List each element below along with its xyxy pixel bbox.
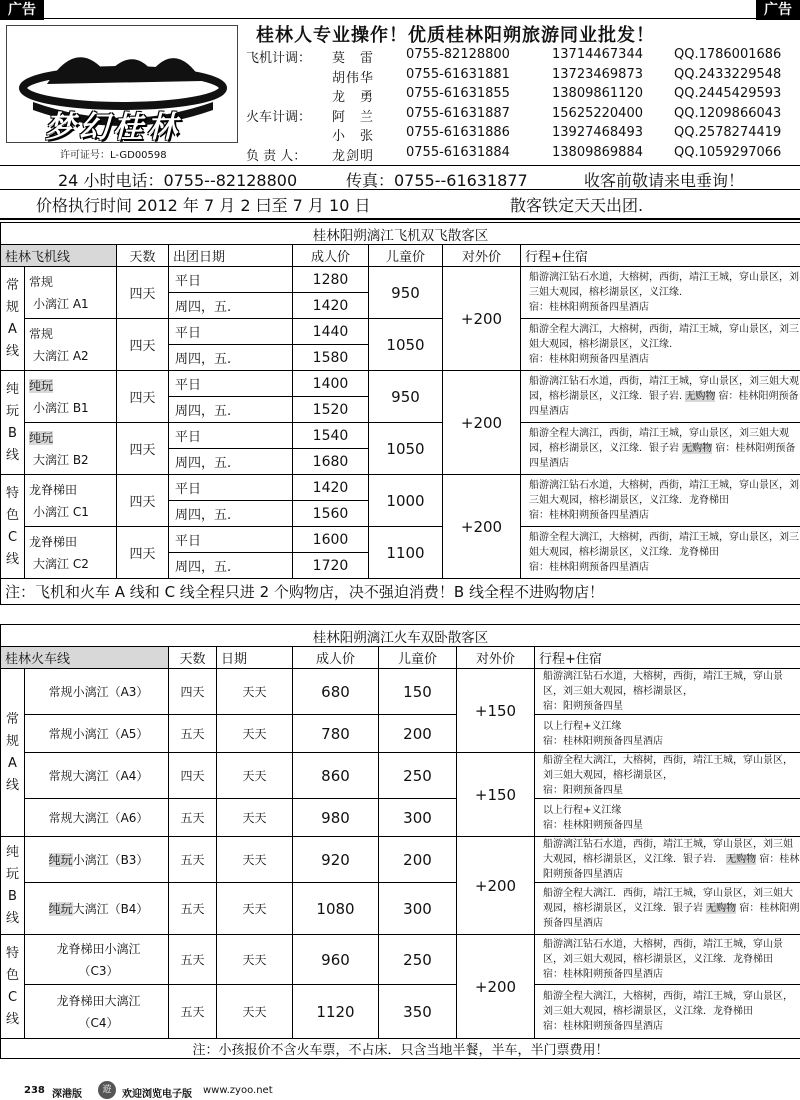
route-group-label: 常 规 A 线: [1, 669, 25, 837]
route-group-label: 常 规 A 线: [1, 267, 25, 371]
route-name: [25, 883, 169, 935]
table-row: [1, 423, 800, 449]
accommodation-text: 宿：桂林阳朔预备四星酒店: [543, 1021, 663, 1032]
child-price: 250: [379, 753, 457, 799]
accommodation-text: 宿：桂林阳朔预备四星酒店: [529, 443, 796, 469]
contact-name: 胡伟华: [332, 70, 375, 86]
table-row: [1, 475, 800, 501]
route-type-wrap: [29, 271, 116, 293]
itinerary-cell: [521, 527, 800, 579]
col-child: 儿童价: [369, 245, 443, 267]
adult-price-weekday: 1400: [293, 371, 369, 397]
child-price: 150: [379, 669, 457, 715]
adult-price-weekend: 1720: [293, 553, 369, 579]
route-days: 五天: [169, 883, 217, 935]
route-name: [25, 985, 169, 1039]
weekend-label: 周四，五.: [169, 345, 293, 371]
route-name: [25, 423, 117, 475]
route-code: （C4）: [78, 1015, 119, 1030]
accommodation-text: 宿：桂林阳朔预备四星酒店: [543, 903, 800, 929]
adult-price-weekend: 1680: [293, 449, 369, 475]
route-name: [25, 371, 117, 423]
route-date: 天天: [217, 935, 293, 985]
weekend-label: 周四，五.: [169, 449, 293, 475]
col-extra: 对外价: [443, 245, 521, 267]
col-days: 天数: [169, 647, 217, 669]
itinerary-text: 以上行程+义江缘: [543, 804, 622, 816]
col-itinerary: 行程+住宿: [521, 245, 800, 267]
route-title: 龙脊梯田小漓江: [56, 941, 141, 956]
route-name: [25, 837, 169, 883]
accommodation-text: 宿：桂林阳朔预备四星酒店: [529, 510, 649, 521]
route-title: 大漓江（B4）: [72, 901, 149, 916]
itinerary-text: 船游全程大漓江，西街，靖江王城，穿山景区，刘三姐大观园，榕杉湖景区，义江缘．银子岩: [529, 428, 789, 454]
contact-role: 飞机计调：: [246, 51, 312, 66]
route-date: 天天: [217, 715, 293, 753]
itinerary-text: 船游漓江钻石水道，大榕树，西街，靖江王城，穿山景区，刘三姐大观园，榕杉湖景区，: [543, 671, 783, 697]
adult-price-weekday: 1440: [293, 319, 369, 345]
child-price: 200: [379, 715, 457, 753]
adult-price-weekend: 1560: [293, 501, 369, 527]
route-type-wrap: [29, 427, 116, 449]
route-days: 四天: [117, 423, 169, 475]
route-name: [25, 527, 117, 579]
child-price: 300: [379, 799, 457, 837]
itinerary-text: 船游全程大漓江，大榕树，西街，靖江王城，穿山景区，刘三姐大观园，榕杉湖景区，义江缘．龙脊梯田: [529, 532, 799, 558]
adult-price: 960: [293, 935, 379, 985]
markup-price: +200: [457, 837, 535, 935]
accommodation-text: 宿：桂林阳朔预备四星: [543, 819, 643, 831]
route-group-label: 纯 玩 B 线: [1, 837, 25, 935]
route-title: 龙脊梯田大漓江: [56, 993, 141, 1008]
train-section-title: 桂林阳朔漓江火车双卧散客区: [1, 625, 800, 647]
website-link[interactable]: www.zyoo.net: [203, 1085, 273, 1096]
col-itinerary: 行程+住宿: [535, 647, 800, 669]
route-code: 大漓江 A2: [33, 348, 89, 363]
no-shopping-badge: 无购物: [706, 903, 737, 914]
contact-qq: QQ.1209866043: [674, 105, 782, 121]
accommodation-text: 宿：阳朔预备四星: [543, 785, 623, 796]
note-row: [1, 579, 800, 605]
route-name: [25, 669, 169, 715]
route-name: [25, 715, 169, 753]
adult-price: 860: [293, 753, 379, 799]
markup-price: +200: [443, 267, 521, 371]
route-days: 五天: [169, 935, 217, 985]
itinerary-text: 船游漓江钻石水道，大榕树，西街，靖江王城，穿山景区，刘三姐大观园，榕杉湖景区，义江缘.: [529, 272, 799, 298]
adult-price-weekday: 1420: [293, 475, 369, 501]
table-row: [1, 935, 800, 985]
section-title-row: [1, 223, 800, 245]
itinerary-text: 以上行程+义江缘: [543, 720, 622, 732]
page-number: 238: [24, 1085, 45, 1096]
welcome-text: 欢迎浏览电子版: [122, 1089, 192, 1100]
weekday-label: 平日: [169, 267, 293, 293]
route-date: 天天: [217, 985, 293, 1039]
route-code: 小漓江 A1: [33, 296, 89, 311]
adult-price-weekday: 1280: [293, 267, 369, 293]
weekday-label: 平日: [169, 371, 293, 397]
itinerary-cell: [535, 985, 800, 1039]
accommodation-text: 宿：桂林阳朔预备四星酒店: [529, 302, 649, 313]
route-days: 五天: [169, 799, 217, 837]
hotline-phone: 24 小时电话：0755--82128800: [58, 171, 298, 190]
hotline-fax: 传真：0755--61631877: [346, 171, 528, 190]
accommodation-text: 宿：桂林阳朔预备四星酒店: [543, 735, 663, 747]
edition-label: 深港版: [52, 1089, 82, 1100]
flight-price-table: [0, 222, 800, 605]
contact-qq: QQ.2578274419: [674, 125, 782, 140]
contact-mobile: 13809861120: [552, 86, 643, 101]
contact-qq: QQ.1786001686: [674, 47, 782, 62]
contact-phone: 0755-61631886: [406, 125, 510, 140]
col-line: 桂林火车线: [1, 647, 169, 669]
hotline-request: 收客前敬请来电垂询！: [584, 171, 745, 190]
flight-section-title: 桂林阳朔漓江飞机双飞散客区: [1, 223, 800, 245]
child-price: 1050: [369, 423, 443, 475]
col-extra: 对外价: [457, 647, 535, 669]
markup-price: +200: [443, 475, 521, 579]
contact-phone: 0755-61631881: [406, 66, 510, 82]
header-row: [1, 647, 800, 669]
weekday-label: 平日: [169, 423, 293, 449]
route-title: 小漓江（B3）: [72, 852, 149, 867]
route-type-text: 常规: [29, 274, 54, 289]
itinerary-text: 船游全程大漓江．西街，靖江王城，穿山景区，刘三姐大观园，榕杉湖景区，义江缘．银子岩: [543, 888, 793, 914]
contact-phone: 0755-61631884: [406, 144, 510, 160]
weekend-label: 周四，五.: [169, 397, 293, 423]
adult-price: 680: [293, 669, 379, 715]
validity-band: [0, 190, 800, 220]
route-date: 天天: [217, 799, 293, 837]
itinerary-text: 船游全程大漓江，大榕树，西街，靖江王城，穿山景区，刘三姐大观园，榕杉湖景区，义江缘.: [529, 324, 799, 350]
route-days: 四天: [117, 527, 169, 579]
col-child: 儿童价: [379, 647, 457, 669]
route-days: 五天: [169, 715, 217, 753]
route-days: 五天: [169, 837, 217, 883]
no-shopping-badge: 无购物: [682, 443, 713, 454]
route-group-label: 纯 玩 B 线: [1, 371, 25, 475]
table-row: [1, 371, 800, 397]
route-code: 大漓江 C2: [33, 556, 89, 571]
route-name: [25, 799, 169, 837]
contact-mobile: 13809869884: [552, 144, 643, 160]
section-title-row: [1, 625, 800, 647]
company-slogan: 桂林人专业操作！优质桂林阳朔旅游同业批发！: [256, 25, 655, 46]
route-days: 四天: [117, 319, 169, 371]
route-type-text: 纯玩: [29, 378, 54, 393]
itinerary-cell: [535, 883, 800, 935]
route-name: [25, 935, 169, 985]
magazine-logo-icon: 遊: [98, 1081, 116, 1099]
contact-phone: 0755-61631855: [406, 86, 510, 101]
table-row: [1, 799, 800, 837]
route-type-text: 龙脊梯田: [29, 534, 78, 549]
route-date: 天天: [217, 883, 293, 935]
table-row: [1, 715, 800, 753]
itinerary-cell: [535, 935, 800, 985]
route-type-text: 纯玩: [29, 430, 54, 445]
ad-label-left: 广告: [0, 0, 44, 20]
weekend-label: 周四，五.: [169, 553, 293, 579]
markup-price: +200: [457, 935, 535, 1039]
route-code: （C3）: [78, 963, 119, 978]
route-days: 四天: [169, 753, 217, 799]
accommodation-text: 宿：桂林阳朔预备四星酒店: [529, 562, 649, 573]
adult-price: 980: [293, 799, 379, 837]
weekday-label: 平日: [169, 527, 293, 553]
adult-price-weekday: 1600: [293, 527, 369, 553]
child-price: 1100: [369, 527, 443, 579]
flight-shopping-note: 注：飞机和火车 A 线和 C 线全程只进 2 个购物店，决不强迫消费！B 线全程不进购物店！: [1, 579, 800, 605]
contact-name: 阿 兰: [332, 109, 375, 125]
child-price: 950: [369, 267, 443, 319]
route-group-label: 特 色 C 线: [1, 475, 25, 579]
weekend-label: 周四，五.: [169, 293, 293, 319]
col-adult: 成人价: [293, 647, 379, 669]
agency-logo: [6, 25, 238, 143]
table-row: [1, 527, 800, 553]
contact-name: 小 张: [332, 129, 375, 144]
departure-note: 散客铁定天天出团.: [510, 196, 644, 215]
accommodation-text: 宿：阳朔预备四星: [543, 701, 623, 712]
route-name: [25, 475, 117, 527]
itinerary-cell: [521, 475, 800, 527]
contact-name: 龙剑明: [332, 148, 375, 164]
contact-name: 龙 勇: [332, 90, 375, 105]
col-date: 出团日期: [169, 245, 293, 267]
agency-header: [0, 18, 800, 166]
weekday-label: 平日: [169, 319, 293, 345]
contact-phone: 0755-61631887: [406, 105, 510, 121]
itinerary-text: 船游漓江钻石水道，大榕树，西街，靖江王城，穿山景区，刘三姐大观园，榕杉湖景区，义江缘．龙脊梯田: [529, 480, 799, 506]
col-line: 桂林飞机线: [1, 245, 117, 267]
accommodation-text: 宿：桂林阳朔预备四星酒店: [529, 354, 649, 365]
child-price: 1000: [369, 475, 443, 527]
note-row: [1, 1039, 800, 1059]
route-name: [25, 267, 117, 319]
adult-price: 1120: [293, 985, 379, 1039]
page-footer: [0, 1080, 800, 1100]
route-title: 常规小漓江（A3）: [48, 684, 149, 699]
itinerary-cell: [535, 669, 800, 715]
route-title: 常规大漓江（A4）: [48, 768, 149, 783]
contact-mobile: 13927468493: [552, 125, 643, 140]
route-days: 五天: [169, 985, 217, 1039]
contact-mobile: 13714467344: [552, 47, 643, 62]
table-row: [1, 319, 800, 345]
adult-price-weekend: 1420: [293, 293, 369, 319]
contact-qq: QQ.1059297066: [674, 144, 782, 160]
license-number: 许可证号：L-GD00598: [60, 150, 167, 161]
route-type-text: 纯玩: [48, 852, 73, 867]
route-days: 四天: [117, 371, 169, 423]
itinerary-cell: [535, 837, 800, 883]
child-price: 950: [369, 371, 443, 423]
weekday-label: 平日: [169, 475, 293, 501]
route-code: 小漓江 C1: [33, 504, 89, 519]
accommodation-text: 宿：桂林阳朔预备四星酒店: [543, 969, 663, 980]
route-name: [25, 753, 169, 799]
no-shopping-badge: 无购物: [685, 391, 716, 402]
header-row: [1, 245, 800, 267]
child-price: 300: [379, 883, 457, 935]
logo-text: 梦幻桂林: [45, 110, 181, 143]
contact-phone: 0755-82128800: [406, 47, 510, 62]
route-title: 常规大漓江（A6）: [48, 810, 149, 825]
markup-price: +150: [457, 753, 535, 837]
itinerary-cell: [535, 715, 800, 753]
itinerary-cell: [521, 423, 800, 475]
itinerary-cell: [521, 371, 800, 423]
itinerary-cell: [535, 799, 800, 837]
train-child-note: 注：小孩报价不含火车票，不占床．只含当地半餐，半车，半门票费用！: [1, 1039, 800, 1059]
child-price: 350: [379, 985, 457, 1039]
table-row: [1, 985, 800, 1039]
contact-role: 火车计调：: [246, 109, 312, 125]
route-type-wrap: [29, 375, 116, 397]
route-date: 天天: [217, 669, 293, 715]
adult-price-weekend: 1580: [293, 345, 369, 371]
col-date: 日期: [217, 647, 293, 669]
table-row: [1, 753, 800, 799]
table-row: [1, 883, 800, 935]
contact-name: 莫 雷: [332, 51, 375, 66]
itinerary-cell: [521, 267, 800, 319]
route-name: [25, 319, 117, 371]
route-days: 四天: [117, 267, 169, 319]
contact-qq: QQ.2433229548: [674, 66, 782, 82]
weekend-label: 周四，五.: [169, 501, 293, 527]
itinerary-text: 船游漓江钻石水道，西街，靖江王城，穿山景区，刘三姐大观园，榕杉湖景区，义江缘．银子岩．: [543, 839, 793, 865]
route-code: 大漓江 B2: [33, 452, 89, 467]
route-type-wrap: [29, 531, 116, 553]
child-price: 200: [379, 837, 457, 883]
itinerary-text: 船游全程大漓江，大榕树，西街，靖江王城，穿山景区，刘三姐大观园，榕杉湖景区，: [543, 755, 793, 781]
table-row: [1, 267, 800, 293]
itinerary-text: 船游全程大漓江，大榕树，西街，靖江王城，穿山景区，刘三姐大观园，榕杉湖景区，义江缘．龙脊梯田: [543, 991, 793, 1017]
route-date: 天天: [217, 753, 293, 799]
table-row: [1, 669, 800, 715]
route-type-wrap: [29, 323, 116, 345]
adult-price-weekday: 1540: [293, 423, 369, 449]
child-price: 250: [379, 935, 457, 985]
route-days: 四天: [169, 669, 217, 715]
adult-price: 920: [293, 837, 379, 883]
train-price-table: [0, 624, 800, 1059]
itinerary-cell: [535, 753, 800, 799]
itinerary-text: 船游漓江钻石水道，西街，靖江王城，穿山景区，刘三姐大观园，榕杉湖景区，义江缘．银子岩.: [529, 376, 799, 402]
adult-price: 780: [293, 715, 379, 753]
route-date: 天天: [217, 837, 293, 883]
contact-mobile: 15625220400: [552, 105, 643, 121]
markup-price: +150: [457, 669, 535, 753]
no-shopping-badge: 无购物: [726, 854, 757, 865]
contact-mobile: 13723469873: [552, 66, 643, 82]
route-type-text: 常规: [29, 326, 54, 341]
hotline-band: [0, 166, 800, 190]
route-title: 常规小漓江（A5）: [48, 726, 149, 741]
itinerary-text: 船游漓江钻石水道，大榕树，西街，靖江王城，穿山景区，刘三姐大观园，榕杉湖景区，义江缘．龙脊梯田: [543, 939, 783, 965]
route-type-text: 龙脊梯田: [29, 482, 78, 497]
adult-price: 1080: [293, 883, 379, 935]
route-days: 四天: [117, 475, 169, 527]
child-price: 1050: [369, 319, 443, 371]
col-adult: 成人价: [293, 245, 369, 267]
table-row: [1, 837, 800, 883]
route-type-text: 纯玩: [48, 901, 73, 916]
itinerary-cell: [521, 319, 800, 371]
route-group-label: 特 色 C 线: [1, 935, 25, 1039]
markup-price: +200: [443, 371, 521, 475]
route-code: 小漓江 B1: [33, 400, 89, 415]
price-validity: 价格执行时间 2012 年 7 月 2 曰至 7 月 10 日: [36, 196, 371, 215]
adult-price-weekend: 1520: [293, 397, 369, 423]
contact-qq: QQ.2445429593: [674, 86, 782, 101]
accommodation-text: 宿：桂林阳朔预备四星酒店: [529, 391, 799, 417]
contact-role: 负 责 人：: [246, 148, 307, 164]
col-days: 天数: [117, 245, 169, 267]
ad-label-right: 广告: [756, 0, 800, 20]
accommodation-text: 宿：桂林阳朔预备四星酒店: [543, 854, 800, 880]
route-type-wrap: [29, 479, 116, 501]
